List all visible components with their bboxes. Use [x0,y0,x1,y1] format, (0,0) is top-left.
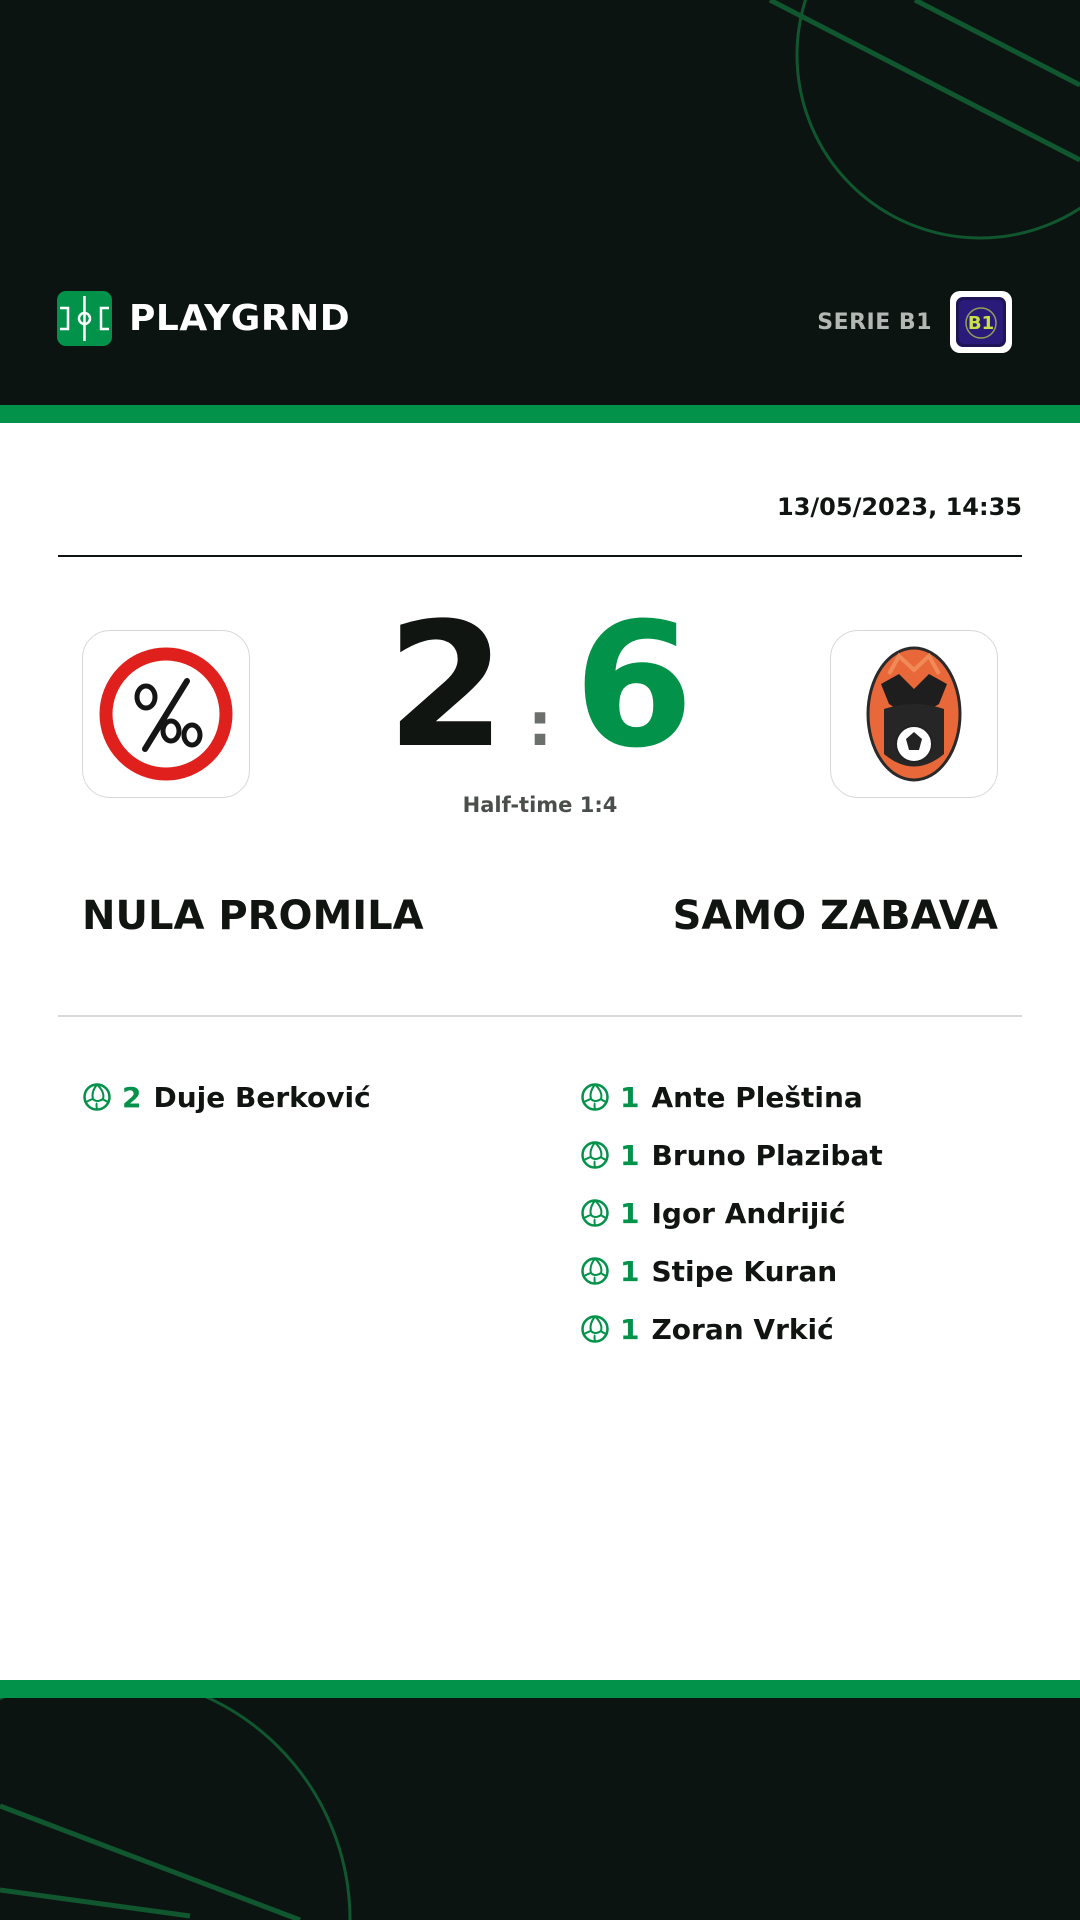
goal-count: 1 [620,1080,640,1114]
scorer-item [580,1126,883,1184]
away-score: 6 [574,585,694,786]
away-team-name[interactable]: SAMO ZABAVA [672,893,998,939]
player-name[interactable]: Stipe Kuran [651,1254,838,1288]
score-separator: : [528,690,552,760]
league-badge [950,291,1012,353]
footer [0,1698,1080,1920]
brand[interactable] [57,291,350,346]
scorer-item [82,1068,371,1126]
home-score: 2 [386,585,506,786]
football-icon [82,1082,112,1112]
league-name: SERIE B1 [817,309,932,335]
player-name[interactable]: Duje Berković [153,1080,371,1114]
accent-bar-top [0,405,1080,423]
away-team-logo[interactable] [830,630,998,798]
player-name[interactable]: Bruno Plazibat [651,1138,883,1172]
player-name[interactable]: Ante Pleština [651,1080,863,1114]
home-scorers-list [82,1068,371,1126]
halftime-score: Half-time 1:4 [462,793,618,817]
goal-count: 2 [122,1080,142,1114]
football-icon [580,1198,610,1228]
goal-count: 1 [620,1138,640,1172]
football-icon [580,1140,610,1170]
goal-count: 1 [620,1254,640,1288]
league[interactable] [817,291,1012,353]
scorer-item [580,1184,883,1242]
player-name[interactable]: Zoran Vrkić [651,1312,834,1346]
header [0,0,1080,405]
pitch-icon [57,291,112,346]
scorer-item [580,1300,883,1358]
accent-bar-bottom [0,1680,1080,1698]
brand-name: PLAYGRND [129,298,351,339]
goal-count: 1 [620,1312,640,1346]
divider [58,555,1022,557]
goal-count: 1 [620,1196,640,1230]
football-icon [580,1314,610,1344]
player-name[interactable]: Igor Andrijić [651,1196,846,1230]
away-scorers-list [580,1068,883,1358]
team-crest-icon [859,644,969,784]
match-datetime: 13/05/2023, 14:35 [777,493,1022,521]
scorer-item [580,1068,883,1126]
football-icon [580,1256,610,1286]
divider [58,1015,1022,1017]
scorer-item [580,1242,883,1300]
league-badge-text: B1 [967,313,995,334]
pitch-lines-decoration [0,1698,1080,1920]
football-icon [580,1082,610,1112]
league-badge-icon [956,297,1006,347]
home-team-name[interactable]: NULA PROMILA [82,893,424,939]
